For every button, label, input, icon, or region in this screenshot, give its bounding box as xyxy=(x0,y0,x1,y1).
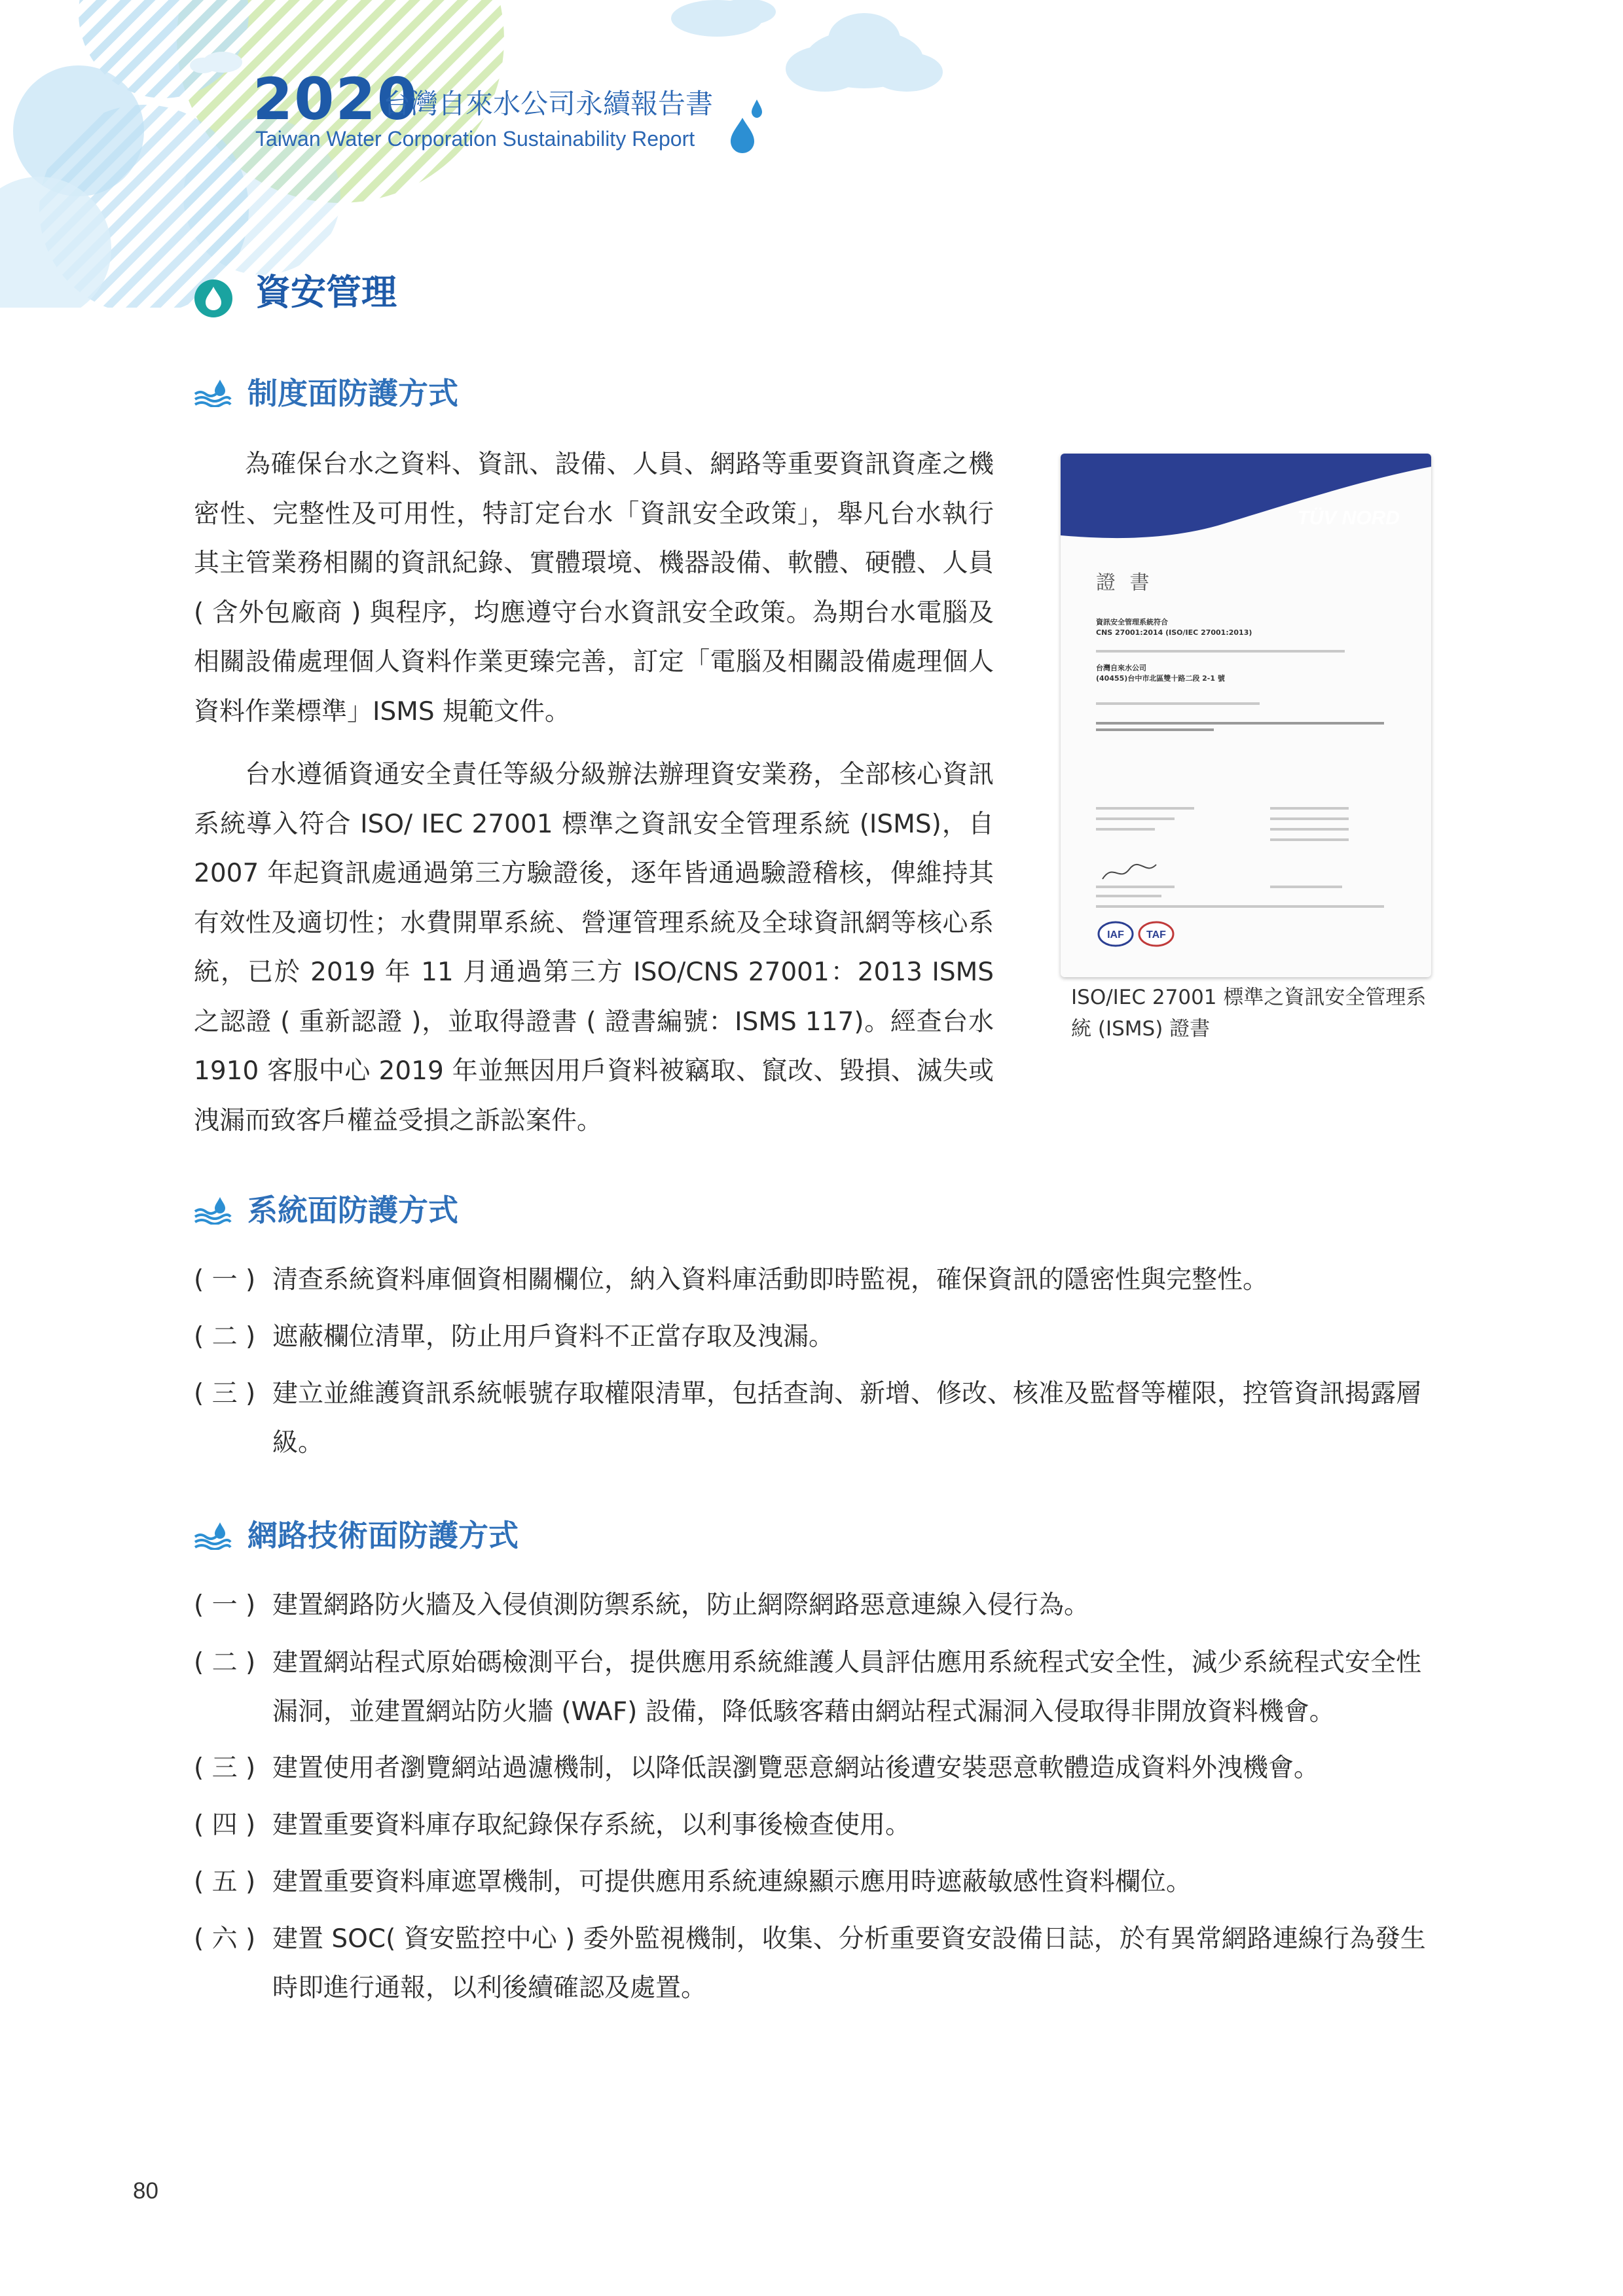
certificate-organization: 台灣自來水公司 (40455)台中市北區雙十路二段 2-1 號 xyxy=(1096,664,1225,683)
list-item xyxy=(194,1914,1431,2013)
certificate-text-line xyxy=(1270,828,1349,831)
report-title-zh: 台灣自來水公司永續報告書 xyxy=(383,88,714,120)
list-item xyxy=(194,1255,1431,1304)
list-item xyxy=(194,1744,1431,1793)
list-item-text: 建置重要資料庫遮罩機制，可提供應用系統連線顯示應用時遮蔽敏感性資料欄位。 xyxy=(272,1867,1192,1897)
section-drop-icon xyxy=(194,279,233,318)
certificate-text-line xyxy=(1096,728,1214,731)
certificate-text-line xyxy=(1096,817,1175,820)
header-decoration xyxy=(0,0,982,313)
certificate-text-line xyxy=(1096,905,1384,908)
certificate-text-line xyxy=(1096,807,1194,810)
list-item-text: 建置網站程式原始碼檢測平台，提供應用系統維護人員評估應用系統程式安全性，減少系統程式安全性漏洞，並建置網站防火牆 (WAF) 設備，降低駭客藉由網站程式漏洞入侵取得非開放資料機會。 xyxy=(272,1648,1422,1727)
subsection-title-policy: 制度面防護方式 xyxy=(247,376,458,411)
certificate-standard: 資訊安全管理系統符合 CNS 27001:2014 (ISO/IEC 27001:2013) xyxy=(1096,618,1252,637)
list-item-number: ( 二 ) xyxy=(194,1322,256,1352)
list-item-number: ( 一 ) xyxy=(194,1590,256,1620)
list-item-text: 清查系統資料庫個資相關欄位，納入資料庫活動即時監視，確保資訊的隱密性與完整性。 xyxy=(272,1265,1269,1295)
list-item xyxy=(194,1581,1431,1630)
signature-mark xyxy=(1100,859,1159,886)
policy-paragraph-1: 為確保台水之資料、資訊、設備、人員、網路等重要資訊資產之機密性、完整性及可用性，特訂定台水「資訊安全政策」，舉凡台水執行其主管業務相關的資訊紀錄、實體環境、機器設備、軟體、硬體、人員 ( 含外包廠商 ) 與程序，均應遵守台水資訊安全政策。為期台水電腦及相關設備處理個人資料作業更臻完善，訂定「電腦及相關設備處理個人資料作業標準」ISMS 規範文件。 xyxy=(194,450,994,726)
policy-paragraph-2: 台水遵循資通安全責任等級分級辦法辦理資安業務，全部核心資訊系統導入符合 ISO/ IEC 27001 標準之資訊安全管理系統 (ISMS)，自 2007 年起資訊處通過第三方驗證後，逐年皆通過驗證稽核，俾維持其有效性及適切性；水費開單系統、營運管理系統及全球資訊網等核心系統，已於 2019 年 11 月通過第三方 ISO/CNS 27001：2013 ISMS 之認證 ( 重新認證 )，並取得證書 ( 證書編號：ISMS 117)。經查台水 1910 客服中心 2019 年並無因用戶資料被竊取、竄改、毀損、滅失或洩漏而致客戶權益受損之訴訟案件。 xyxy=(194,760,994,1136)
certificate-text-line xyxy=(1270,807,1349,810)
list-item-text: 遮蔽欄位清單，防止用戶資料不正當存取及洩漏。 xyxy=(272,1322,835,1352)
certificate-text-line xyxy=(1096,722,1384,725)
taf-logo: TAF xyxy=(1146,929,1166,941)
list-item xyxy=(194,1801,1431,1850)
page-number: 80 xyxy=(133,2178,158,2204)
list-item-text: 建置 SOC( 資安監控中心 ) 委外監視機制，收集、分析重要資安設備日誌，於有異常網路連線行為發生時即進行通報，以利後續確認及處置。 xyxy=(272,1924,1426,2003)
list-item-text: 建置使用者瀏覽網站過濾機制，以降低誤瀏覽惡意網站後遭安裝惡意軟體造成資料外洩機會。 xyxy=(272,1753,1320,1783)
certificate-text-line xyxy=(1270,838,1349,841)
certificate-text-line xyxy=(1270,886,1342,888)
accreditation-logos xyxy=(1096,920,1181,948)
list-item-number: ( 三 ) xyxy=(194,1379,256,1408)
list-item-text: 建立並維護資訊系統帳號存取權限清單，包括查詢、新增、修改、核准及監督等權限，控管資訊揭露層級。 xyxy=(272,1379,1422,1458)
list-item-number: ( 二 ) xyxy=(194,1648,256,1677)
list-item-number: ( 六 ) xyxy=(194,1924,256,1954)
isms-certificate-image xyxy=(1061,454,1431,977)
list-item-number: ( 三 ) xyxy=(194,1753,256,1783)
report-title-en: Taiwan Water Corporation Sustainability Report xyxy=(255,127,695,151)
section-title: 資安管理 xyxy=(255,272,397,313)
certificate-brand-logo: TÜV NORD xyxy=(1297,507,1400,529)
certificate-title: 證 書 xyxy=(1096,571,1154,594)
iaf-logo: IAF xyxy=(1107,929,1124,941)
certificate-text-line xyxy=(1096,650,1345,653)
list-item xyxy=(194,1857,1431,1907)
wave-icon xyxy=(194,1521,232,1550)
certificate-text-line xyxy=(1096,895,1161,897)
list-item-text: 建置網路防火牆及入侵偵測防禦系統，防止網際網路惡意連線入侵行為。 xyxy=(272,1590,1090,1620)
certificate-text-line xyxy=(1096,828,1155,831)
list-item-number: ( 一 ) xyxy=(194,1265,256,1295)
certificate-text-line xyxy=(1096,886,1175,888)
list-item xyxy=(194,1369,1431,1467)
report-year: 2020 xyxy=(253,65,418,133)
certificate-text-line xyxy=(1270,817,1349,820)
list-item-number: ( 五 ) xyxy=(194,1867,256,1897)
subsection-title-system: 系統面防護方式 xyxy=(247,1193,458,1228)
wave-icon xyxy=(194,378,232,407)
wave-icon xyxy=(194,1196,232,1225)
list-item-number: ( 四 ) xyxy=(194,1810,256,1840)
water-drop-icon xyxy=(728,98,765,157)
list-item xyxy=(194,1312,1431,1361)
certificate-text-line xyxy=(1096,702,1260,705)
subsection-title-network: 網路技術面防護方式 xyxy=(247,1518,519,1553)
list-item xyxy=(194,1638,1431,1736)
list-item-text: 建置重要資料庫存取紀錄保存系統，以利事後檢查使用。 xyxy=(272,1810,911,1840)
certificate-caption: ISO/IEC 27001 標準之資訊安全管理系統 (ISMS) 證書 xyxy=(1071,986,1427,1041)
